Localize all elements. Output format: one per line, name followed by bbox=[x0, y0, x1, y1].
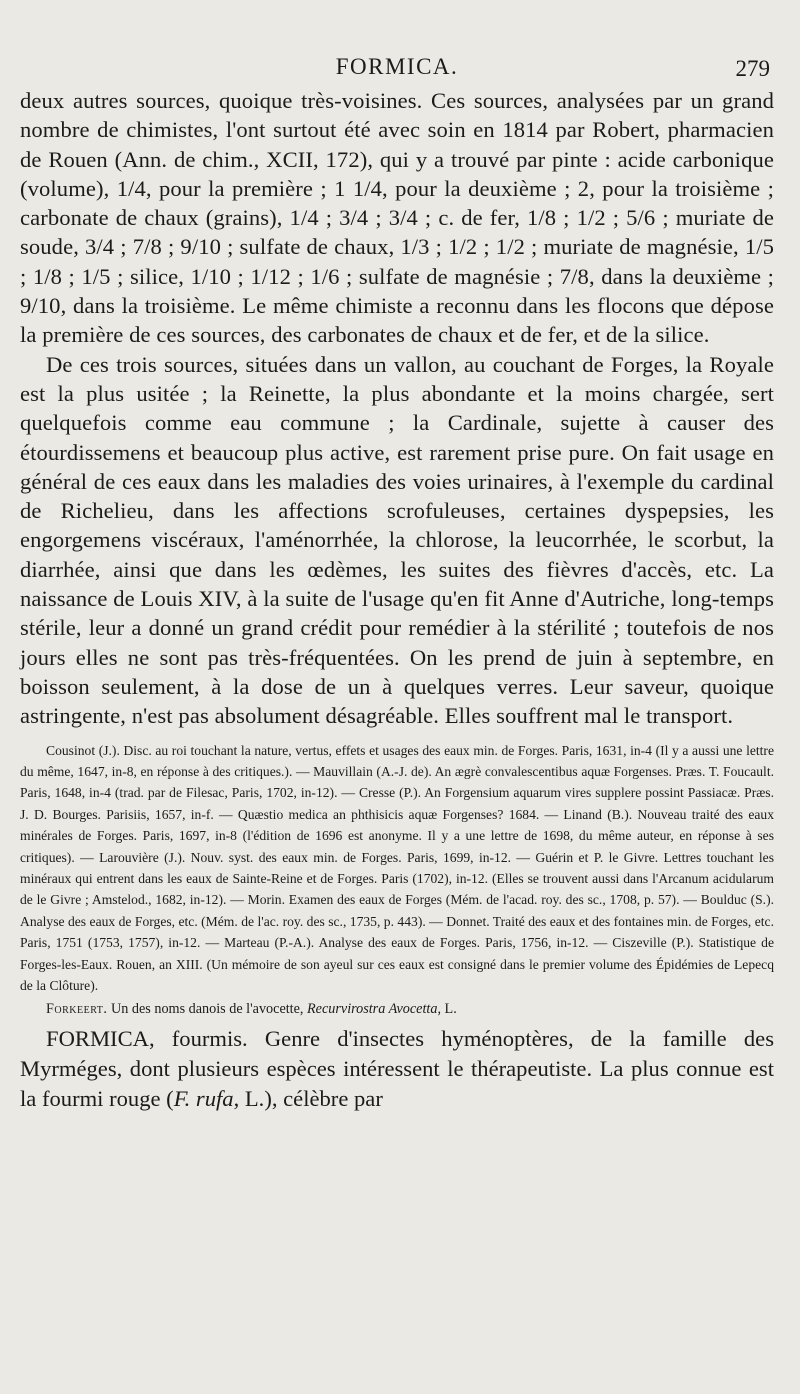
article-body bbox=[20, 86, 774, 731]
entry-formica-text-b: , L.), célèbre par bbox=[233, 1086, 383, 1111]
entry-forkeert-text-a: Un des noms danois de l'avocette, bbox=[107, 1001, 308, 1018]
entry-forkeert-latin: Recurvirostra Avocetta bbox=[307, 1001, 438, 1018]
paragraph-usage: De ces trois sources, situées dans un vallon, au couchant de Forges, la Royale est la plus usitée ; la Reinette, la plus abondante et la moins chargée, sert quelquefois comme eau commune ; la Cardinale, sujette à causer des étourdissemens et beaucoup plus active, est rarement prise pure. On fait usage en général de ces eaux dans les maladies des voies urinaires, à l'exemple du cardinal de Richelieu, dans les affections scrofuleuses, certaines dyspepsies, les engorgemens viscéraux, l'aménorrhée, la chlorose, la leucorrhée, le scorbut, la diarrhée, ainsi que dans les œdèmes, les suites des fièvres d'accès, etc. La naissance de Louis XIV, à la suite de l'usage qu'en fit Anne d'Autriche, long-temps stérile, leur a donné un grand crédit pour remédier à la stérilité ; toutefois de nos jours elles ne sont pas très-fréquentées. On les prend de juin à septembre, en boisson seulement, à la dose de un à quelques verres. Leur saveur, quoique astringente, n'est pas absolument désagréable. Elles souffrent mal le transport. bbox=[20, 351, 774, 729]
running-head bbox=[20, 50, 774, 86]
entry-formica-text-a: , fourmis. Genre d'insectes hyménoptères, de la famille des Myrméges, dont plusieurs espèces intéressent le thérapeutiste. La plus connue est la fourmi rouge ( bbox=[20, 1026, 774, 1111]
entry-forkeert-text-b: , L. bbox=[437, 1001, 457, 1018]
paragraph-analysis: deux autres sources, quoique très-voisines. Ces sources, analysées par un grand nombre de chimistes, l'ont surtout été avec soin en 1814 par Robert, pharmacien de Rouen (Ann. de chim., XCII, 172), qui y a trouvé par pinte : acide carbonique (volume), 1/4, pour la première ; 1 1/4, pour la deuxième ; 2, pour la troisième ; carbonate de chaux (grains), 1/4 ; 3/4 ; 3/4 ; c. de fer, 1/8 ; 1/2 ; 5/6 ; muriate de soude, 3/4 ; 7/8 ; 9/10 ; sulfate de chaux, 1/3 ; 1/2 ; 1/2 ; muriate de magnésie, 1/5 ; 1/8 ; 1/5 ; silice, 1/10 ; 1/12 ; 1/6 ; sulfate de magnésie ; 7/8, dans la deuxième ; 9/10, dans la troisième. Le même chimiste a reconnu dans les flocons que dépose la première de ces sources, des carbonates de chaux et de fer, et de la silice. bbox=[20, 88, 774, 348]
bibliography-note: Cousinot (J.). Disc. au roi touchant la nature, vertus, effets et usages des eaux min. de Forges. Paris, 1631, in-4 (Il y a aussi une lettre du même, 1647, in-8, en réponse à des critiques.). — Mauvillain (A.-J. de). An ægrè convalescentibus aquæ Forgenses. Præs. T. Foucault. Paris, 1648, in-4 (trad. par de Filesac, Paris, 1702, in-12). — Cresse (P.). An Forgensium aquarum vires supplere possint Passiacæ. Præs. J. D. Bourges. Parisiis, 1657, in-f. — Quæstio medica an phthisicis aquæ Forgenses? 1684. — Linand (B.). Nouveau traité des eaux minérales de Forges. Paris, 1697, in-8 (l'édition de 1696 est anonyme. Il y a une lettre de 1698, du même auteur, en réponse à ses critiques). — Larouvière (J.). Nouv. syst. des eaux min. de Forges. Paris, 1699, in-12. — Guérin et P. le Givre. Lettres touchant les minéraux qui entrent dans les eaux de Sainte-Reine et de Forges. Paris (1702), in-12. (Elles se trouvent aussi dans l'Arcanum acidularum de le Givre ; Amstelod., 1682, in-12). — Morin. Examen des eaux de Forges (Mém. de l'acad. roy. des sc., 1708, p. 57). — Boulduc (S.). Analyse des eaux de Forges, etc. (Mém. de l'ac. roy. des sc., 1735, p. 443). — Donnet. Traité des eaux et des fontaines min. de Forges, etc. Paris, 1751 (1753, 1757), in-12. — Marteau (P.-A.). Analyse des eaux de Forges. Paris, 1756, in-12. — Ciszeville (P.). Statistique de Forges-les-Eaux. Rouen, an XIII. (Un mémoire de son ayeul sur ces eaux est consigné dans le premier volume des Épidémies de Lepecq de la Clôture). bbox=[20, 742, 774, 993]
entry-forkeert-headword: Forkeert. bbox=[46, 1001, 108, 1018]
entry-formica-headword: FORMICA bbox=[46, 1026, 149, 1052]
running-title: FORMICA. bbox=[335, 54, 459, 79]
entry-formica-latin: F. rufa bbox=[173, 1086, 234, 1111]
entry-formica bbox=[20, 1024, 774, 1113]
page-number: 279 bbox=[735, 56, 770, 81]
entry-forkeert bbox=[20, 998, 774, 1020]
